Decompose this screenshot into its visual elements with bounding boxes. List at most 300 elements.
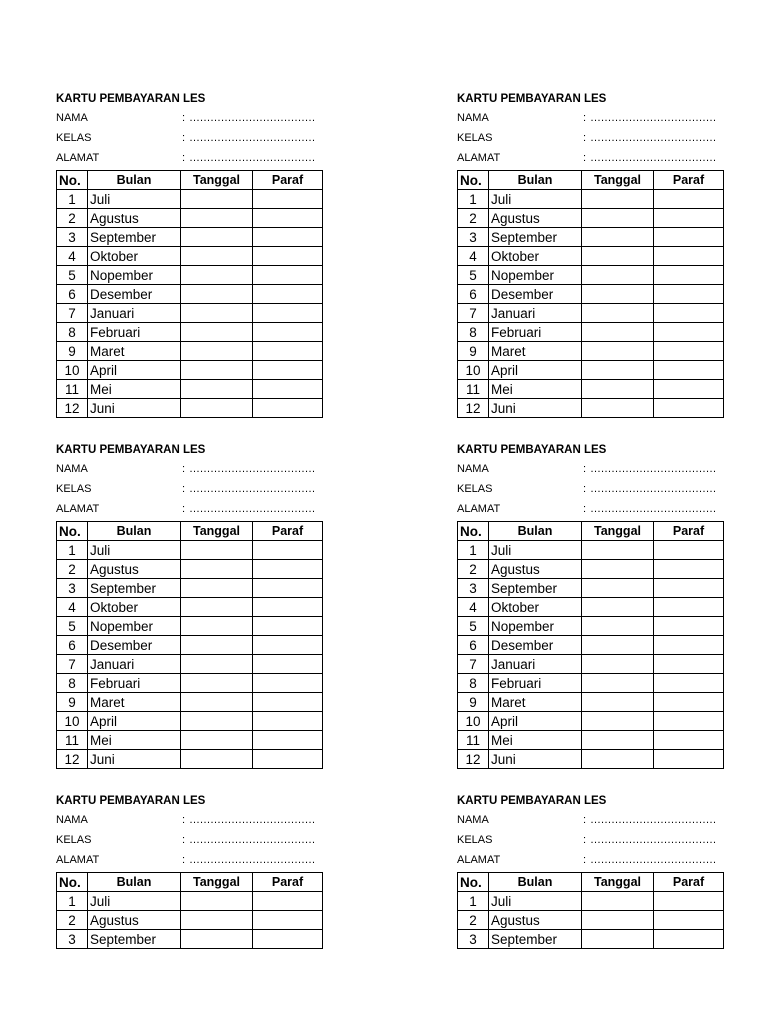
field-label: KELAS	[457, 132, 493, 144]
field-label: ALAMAT	[457, 854, 501, 866]
row-sign-cell[interactable]	[253, 285, 323, 304]
row-sign-cell[interactable]	[654, 579, 724, 598]
row-date-cell[interactable]	[181, 930, 253, 949]
row-number: 1	[57, 541, 88, 560]
table-row	[57, 361, 323, 380]
card-field	[56, 130, 322, 150]
row-date-cell[interactable]	[582, 361, 654, 380]
row-number: 2	[57, 209, 88, 228]
row-sign-cell[interactable]	[654, 541, 724, 560]
table-row	[57, 712, 323, 731]
row-sign-cell[interactable]	[253, 560, 323, 579]
row-number: 11	[57, 731, 88, 750]
row-date-cell[interactable]	[582, 930, 654, 949]
table-row	[458, 342, 724, 361]
card-field	[56, 150, 322, 170]
row-sign-cell[interactable]	[654, 380, 724, 399]
field-label: ALAMAT	[56, 854, 100, 866]
row-number: 3	[57, 930, 88, 949]
field-label: NAMA	[457, 112, 489, 124]
field-label: KELAS	[56, 483, 92, 495]
card-field	[457, 110, 723, 130]
col-header-month: Bulan	[489, 171, 582, 190]
row-number: 3	[458, 930, 489, 949]
row-date-cell[interactable]	[181, 636, 253, 655]
row-date-cell[interactable]	[181, 655, 253, 674]
row-date-cell[interactable]	[181, 731, 253, 750]
field-blank: ………………………………	[590, 834, 716, 846]
table-header-row	[458, 873, 724, 892]
row-month: Mei	[88, 731, 181, 750]
table-row	[57, 892, 323, 911]
row-date-cell[interactable]	[582, 304, 654, 323]
row-sign-cell[interactable]	[253, 911, 323, 930]
table-row	[458, 541, 724, 560]
row-month: Juli	[489, 892, 582, 911]
table-row	[57, 399, 323, 418]
col-header-no: No.	[57, 522, 88, 541]
table-header-row	[458, 522, 724, 541]
row-month: Juni	[88, 399, 181, 418]
row-month: Februari	[489, 674, 582, 693]
table-row	[57, 674, 323, 693]
row-date-cell[interactable]	[582, 266, 654, 285]
payment-card	[56, 792, 322, 949]
table-row	[57, 190, 323, 209]
field-label: KELAS	[457, 483, 493, 495]
row-month: Agustus	[489, 911, 582, 930]
row-sign-cell[interactable]	[253, 190, 323, 209]
row-sign-cell[interactable]	[654, 750, 724, 769]
row-sign-cell[interactable]	[654, 323, 724, 342]
row-date-cell[interactable]	[582, 342, 654, 361]
row-month: Februari	[489, 323, 582, 342]
row-date-cell[interactable]	[582, 750, 654, 769]
table-row	[458, 892, 724, 911]
table-row	[458, 380, 724, 399]
row-sign-cell[interactable]	[654, 209, 724, 228]
card-title: KARTU PEMBAYARAN LES	[457, 795, 607, 807]
row-sign-cell[interactable]	[654, 560, 724, 579]
row-month: Juli	[88, 892, 181, 911]
row-number: 10	[57, 361, 88, 380]
row-date-cell[interactable]	[181, 399, 253, 418]
card-field	[56, 481, 322, 501]
table-row	[57, 579, 323, 598]
row-number: 1	[458, 892, 489, 911]
row-sign-cell[interactable]	[253, 304, 323, 323]
card-field	[457, 852, 723, 872]
row-month: Desember	[489, 636, 582, 655]
row-month: Mei	[489, 731, 582, 750]
row-month: Maret	[489, 342, 582, 361]
row-date-cell[interactable]	[181, 892, 253, 911]
row-sign-cell[interactable]	[253, 579, 323, 598]
row-date-cell[interactable]	[582, 892, 654, 911]
payment-table	[56, 170, 323, 418]
row-sign-cell[interactable]	[253, 266, 323, 285]
row-sign-cell[interactable]	[654, 285, 724, 304]
row-date-cell[interactable]	[582, 636, 654, 655]
row-date-cell[interactable]	[582, 712, 654, 731]
row-number: 8	[57, 674, 88, 693]
row-number: 2	[458, 911, 489, 930]
row-date-cell[interactable]	[582, 228, 654, 247]
table-body	[57, 892, 323, 949]
row-date-cell[interactable]	[181, 911, 253, 930]
row-sign-cell[interactable]	[253, 342, 323, 361]
field-blank: ………………………………	[590, 814, 716, 826]
row-month: April	[88, 712, 181, 731]
row-date-cell[interactable]	[181, 380, 253, 399]
row-date-cell[interactable]	[181, 323, 253, 342]
table-row	[458, 579, 724, 598]
table-row	[458, 190, 724, 209]
row-number: 12	[458, 750, 489, 769]
row-number: 9	[57, 342, 88, 361]
col-header-date: Tanggal	[582, 522, 654, 541]
field-blank: ………………………………	[189, 152, 315, 164]
row-number: 8	[458, 674, 489, 693]
table-row	[57, 560, 323, 579]
card-field	[56, 461, 322, 481]
row-number: 11	[458, 380, 489, 399]
col-header-date: Tanggal	[181, 873, 253, 892]
row-sign-cell[interactable]	[253, 693, 323, 712]
col-header-sign: Paraf	[654, 873, 724, 892]
row-sign-cell[interactable]	[654, 399, 724, 418]
row-number: 12	[57, 399, 88, 418]
table-row	[458, 361, 724, 380]
row-number: 7	[458, 655, 489, 674]
row-date-cell[interactable]	[181, 228, 253, 247]
row-date-cell[interactable]	[181, 579, 253, 598]
row-number: 5	[57, 266, 88, 285]
row-date-cell[interactable]	[181, 190, 253, 209]
payment-card	[457, 792, 723, 949]
row-date-cell[interactable]	[582, 323, 654, 342]
row-sign-cell[interactable]	[654, 636, 724, 655]
payment-card	[56, 90, 322, 418]
row-month: September	[88, 930, 181, 949]
row-date-cell[interactable]	[582, 693, 654, 712]
table-header-row	[57, 171, 323, 190]
row-sign-cell[interactable]	[654, 892, 724, 911]
row-sign-cell[interactable]	[654, 304, 724, 323]
row-date-cell[interactable]	[181, 342, 253, 361]
row-month: Nopember	[489, 617, 582, 636]
row-sign-cell[interactable]	[253, 228, 323, 247]
table-body	[458, 892, 724, 949]
row-month: September	[88, 579, 181, 598]
row-number: 9	[458, 342, 489, 361]
row-date-cell[interactable]	[582, 285, 654, 304]
row-date-cell[interactable]	[181, 285, 253, 304]
row-number: 1	[57, 892, 88, 911]
row-sign-cell[interactable]	[253, 892, 323, 911]
field-blank: ………………………………	[189, 463, 315, 475]
field-label: ALAMAT	[457, 152, 501, 164]
field-blank: ………………………………	[590, 503, 716, 515]
table-row	[458, 399, 724, 418]
card-field	[56, 832, 322, 852]
row-sign-cell[interactable]	[253, 247, 323, 266]
row-date-cell[interactable]	[181, 693, 253, 712]
card-title: KARTU PEMBAYARAN LES	[56, 93, 206, 105]
row-month: Desember	[489, 285, 582, 304]
row-number: 1	[458, 541, 489, 560]
row-sign-cell[interactable]	[654, 712, 724, 731]
row-number: 5	[458, 266, 489, 285]
row-number: 6	[458, 636, 489, 655]
row-sign-cell[interactable]	[253, 930, 323, 949]
row-date-cell[interactable]	[181, 209, 253, 228]
row-sign-cell[interactable]	[253, 541, 323, 560]
row-sign-cell[interactable]	[654, 930, 724, 949]
field-label: KELAS	[56, 132, 92, 144]
row-sign-cell[interactable]	[253, 598, 323, 617]
row-date-cell[interactable]	[181, 598, 253, 617]
row-sign-cell[interactable]	[654, 361, 724, 380]
row-number: 6	[57, 285, 88, 304]
row-date-cell[interactable]	[181, 674, 253, 693]
table-row	[57, 693, 323, 712]
row-date-cell[interactable]	[181, 541, 253, 560]
row-sign-cell[interactable]	[253, 323, 323, 342]
row-date-cell[interactable]	[582, 617, 654, 636]
field-blank: ………………………………	[590, 132, 716, 144]
row-month: Desember	[88, 285, 181, 304]
row-number: 11	[458, 731, 489, 750]
row-number: 3	[458, 579, 489, 598]
row-number: 7	[57, 304, 88, 323]
field-colon: :	[583, 152, 587, 164]
row-sign-cell[interactable]	[253, 209, 323, 228]
table-row	[57, 247, 323, 266]
row-date-cell[interactable]	[181, 266, 253, 285]
row-sign-cell[interactable]	[253, 399, 323, 418]
field-label: KELAS	[56, 834, 92, 846]
row-date-cell[interactable]	[181, 560, 253, 579]
row-date-cell[interactable]	[181, 617, 253, 636]
field-blank: ………………………………	[590, 854, 716, 866]
field-colon: :	[583, 503, 587, 515]
field-colon: :	[182, 503, 186, 515]
row-sign-cell[interactable]	[253, 750, 323, 769]
row-month: Januari	[489, 655, 582, 674]
row-sign-cell[interactable]	[654, 266, 724, 285]
field-label: NAMA	[457, 814, 489, 826]
row-date-cell[interactable]	[582, 560, 654, 579]
row-month: Juni	[88, 750, 181, 769]
col-header-date: Tanggal	[181, 171, 253, 190]
row-date-cell[interactable]	[181, 750, 253, 769]
field-label: NAMA	[56, 112, 88, 124]
row-number: 7	[458, 304, 489, 323]
row-date-cell[interactable]	[181, 304, 253, 323]
col-header-date: Tanggal	[582, 873, 654, 892]
table-row	[458, 285, 724, 304]
row-number: 8	[57, 323, 88, 342]
card-field	[56, 501, 322, 521]
row-number: 1	[57, 190, 88, 209]
row-sign-cell[interactable]	[253, 731, 323, 750]
row-sign-cell[interactable]	[253, 617, 323, 636]
field-blank: ………………………………	[189, 112, 315, 124]
table-row	[57, 380, 323, 399]
field-colon: :	[182, 152, 186, 164]
row-month: Agustus	[489, 209, 582, 228]
table-header-row	[57, 873, 323, 892]
table-body	[458, 541, 724, 769]
field-colon: :	[583, 112, 587, 124]
table-row	[57, 636, 323, 655]
row-month: Nopember	[489, 266, 582, 285]
row-month: April	[489, 361, 582, 380]
row-date-cell[interactable]	[582, 380, 654, 399]
table-row	[57, 750, 323, 769]
row-sign-cell[interactable]	[253, 712, 323, 731]
col-header-no: No.	[458, 522, 489, 541]
payment-card	[457, 441, 723, 769]
field-colon: :	[182, 814, 186, 826]
payment-card	[56, 441, 322, 769]
row-sign-cell[interactable]	[654, 228, 724, 247]
card-title: KARTU PEMBAYARAN LES	[56, 795, 206, 807]
row-date-cell[interactable]	[582, 209, 654, 228]
field-colon: :	[583, 814, 587, 826]
row-date-cell[interactable]	[582, 674, 654, 693]
row-month: Februari	[88, 674, 181, 693]
row-date-cell[interactable]	[181, 247, 253, 266]
table-row	[458, 674, 724, 693]
field-colon: :	[583, 483, 587, 495]
row-sign-cell[interactable]	[253, 361, 323, 380]
card-field	[457, 812, 723, 832]
row-date-cell[interactable]	[582, 655, 654, 674]
row-sign-cell[interactable]	[253, 674, 323, 693]
row-number: 2	[458, 209, 489, 228]
row-number: 12	[57, 750, 88, 769]
card-title: KARTU PEMBAYARAN LES	[457, 93, 607, 105]
row-date-cell[interactable]	[181, 712, 253, 731]
table-row	[458, 930, 724, 949]
table-row	[57, 285, 323, 304]
row-sign-cell[interactable]	[654, 598, 724, 617]
row-month: Januari	[88, 304, 181, 323]
row-number: 4	[458, 247, 489, 266]
row-sign-cell[interactable]	[253, 380, 323, 399]
table-row	[57, 655, 323, 674]
row-month: Nopember	[88, 617, 181, 636]
row-sign-cell[interactable]	[654, 342, 724, 361]
col-header-month: Bulan	[88, 171, 181, 190]
row-month: Februari	[88, 323, 181, 342]
row-date-cell[interactable]	[582, 247, 654, 266]
row-month: Agustus	[88, 560, 181, 579]
row-month: Juni	[489, 399, 582, 418]
card-field	[56, 812, 322, 832]
field-label: KELAS	[457, 834, 493, 846]
row-sign-cell[interactable]	[654, 911, 724, 930]
payment-table	[457, 170, 724, 418]
field-colon: :	[182, 463, 186, 475]
row-sign-cell[interactable]	[654, 693, 724, 712]
col-header-no: No.	[458, 873, 489, 892]
table-row	[458, 750, 724, 769]
row-sign-cell[interactable]	[654, 731, 724, 750]
card-field	[457, 130, 723, 150]
table-row	[57, 209, 323, 228]
row-date-cell[interactable]	[582, 399, 654, 418]
row-date-cell[interactable]	[582, 579, 654, 598]
table-row	[458, 228, 724, 247]
table-row	[458, 304, 724, 323]
card-field	[56, 852, 322, 872]
row-sign-cell[interactable]	[654, 247, 724, 266]
field-blank: ………………………………	[189, 854, 315, 866]
row-date-cell[interactable]	[582, 541, 654, 560]
row-date-cell[interactable]	[582, 190, 654, 209]
row-sign-cell[interactable]	[253, 636, 323, 655]
row-sign-cell[interactable]	[654, 674, 724, 693]
field-colon: :	[182, 132, 186, 144]
row-number: 8	[458, 323, 489, 342]
row-month: Desember	[88, 636, 181, 655]
table-body	[57, 190, 323, 418]
card-field	[457, 481, 723, 501]
card-field	[457, 461, 723, 481]
row-month: Juli	[88, 541, 181, 560]
row-month: September	[489, 579, 582, 598]
field-blank: ………………………………	[189, 132, 315, 144]
row-sign-cell[interactable]	[654, 617, 724, 636]
row-date-cell[interactable]	[181, 361, 253, 380]
table-row	[57, 617, 323, 636]
payment-table	[56, 521, 323, 769]
row-number: 1	[458, 190, 489, 209]
row-date-cell[interactable]	[582, 911, 654, 930]
table-row	[458, 209, 724, 228]
row-month: Agustus	[88, 209, 181, 228]
row-month: Oktober	[88, 247, 181, 266]
row-number: 2	[458, 560, 489, 579]
row-month: Mei	[88, 380, 181, 399]
field-label: NAMA	[457, 463, 489, 475]
table-row	[57, 911, 323, 930]
field-label: ALAMAT	[56, 503, 100, 515]
field-colon: :	[583, 132, 587, 144]
row-sign-cell[interactable]	[654, 655, 724, 674]
col-header-date: Tanggal	[181, 522, 253, 541]
col-header-no: No.	[57, 873, 88, 892]
row-number: 9	[458, 693, 489, 712]
row-sign-cell[interactable]	[253, 655, 323, 674]
row-month: Oktober	[489, 247, 582, 266]
row-sign-cell[interactable]	[654, 190, 724, 209]
row-month: September	[489, 228, 582, 247]
card-field	[457, 832, 723, 852]
row-number: 11	[57, 380, 88, 399]
row-date-cell[interactable]	[582, 731, 654, 750]
table-row	[458, 247, 724, 266]
table-row	[57, 228, 323, 247]
field-label: ALAMAT	[56, 152, 100, 164]
row-number: 6	[57, 636, 88, 655]
table-header-row	[458, 171, 724, 190]
row-date-cell[interactable]	[582, 598, 654, 617]
field-colon: :	[182, 834, 186, 846]
